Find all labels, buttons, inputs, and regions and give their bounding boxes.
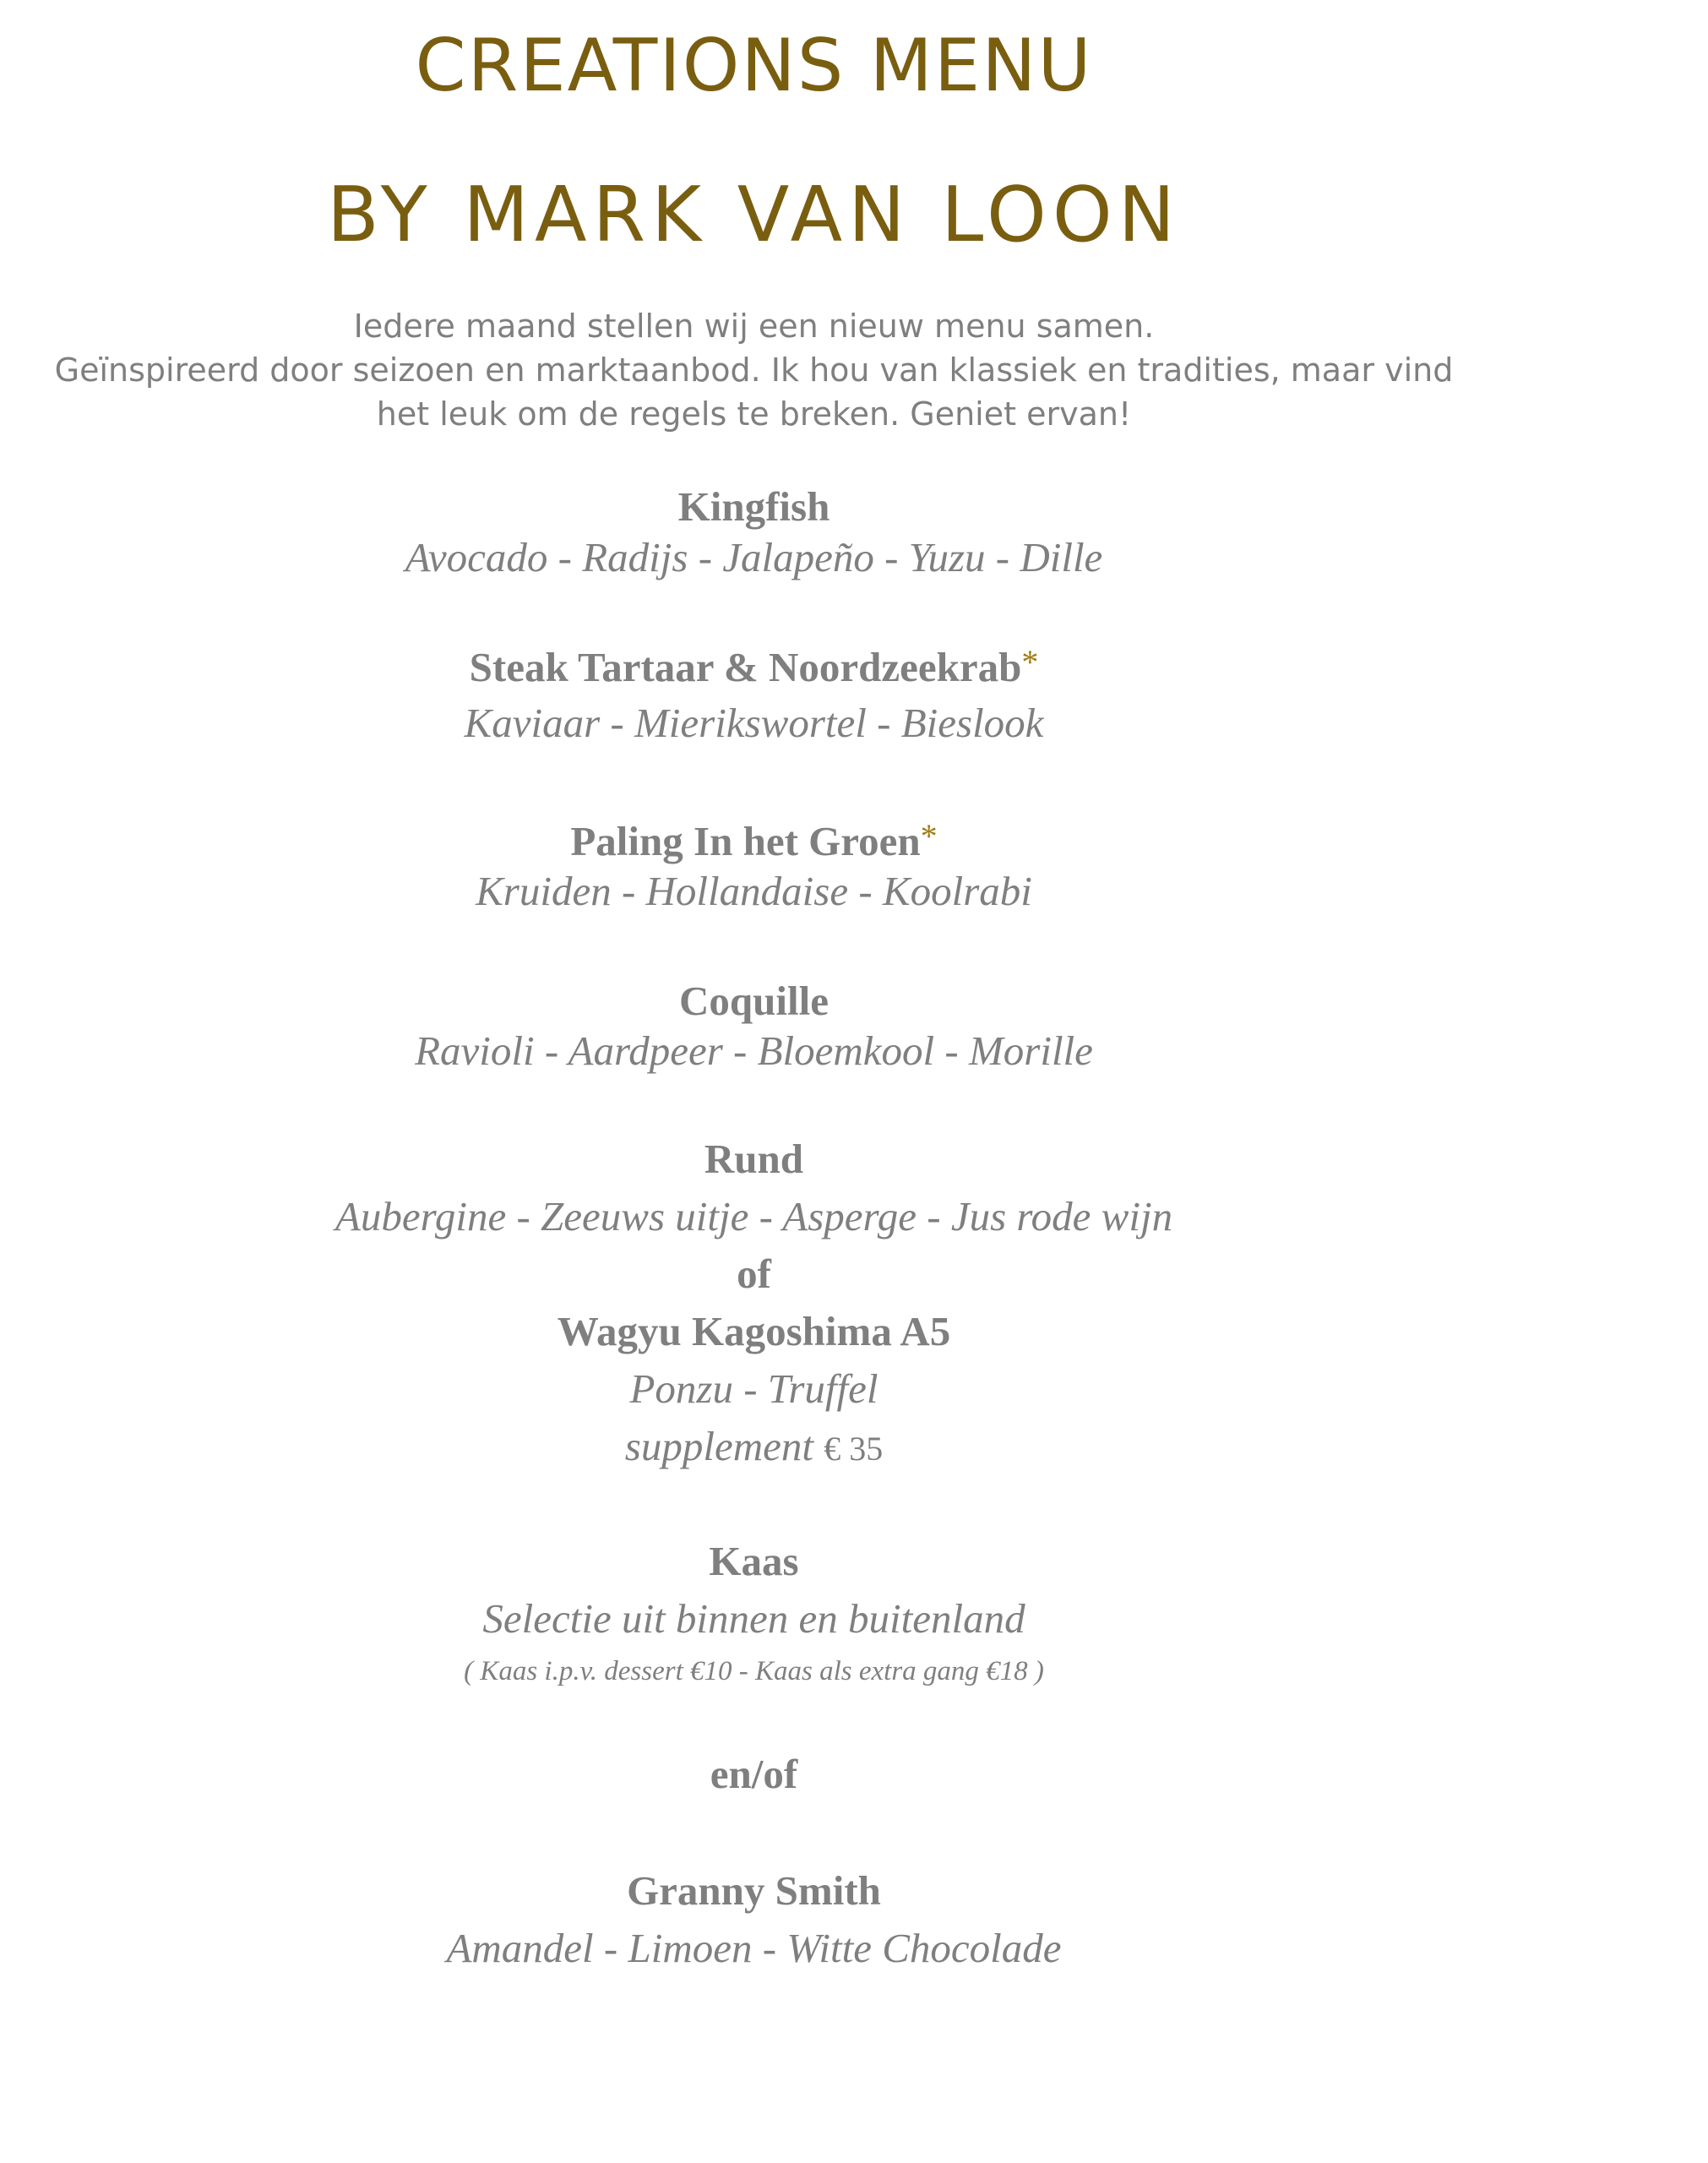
- course-kaas-desc: Selectie uit binnen en buitenland: [482, 1595, 1025, 1642]
- course-granny-smith-desc: Amandel - Limoen - Witte Chocolade: [446, 1925, 1062, 1971]
- asterisk-mark: *: [920, 817, 938, 855]
- course-paling-title: Paling In het Groen: [570, 818, 921, 864]
- course-rund-name: Rund: [704, 1136, 804, 1182]
- course-tartaar-desc: Kaviaar - Mierikswortel - Bieslook: [464, 700, 1044, 746]
- course-coquille-name: Coquille: [679, 978, 829, 1024]
- course-coquille-desc: Ravioli - Aardpeer - Bloemkool - Morille: [415, 1027, 1093, 1074]
- course-granny-smith-name: Granny Smith: [627, 1867, 881, 1914]
- course-tartaar-name: [0, 642, 1508, 693]
- course-kaas-note: ( Kaas i.p.v. dessert €10 - Kaas als extra gang €18 ): [464, 1656, 1044, 1686]
- course-rund-desc: Aubergine - Zeeuws uitje - Asperge - Jus rode wijn: [335, 1193, 1173, 1240]
- course-kingfish-name: Kingfish: [677, 483, 830, 530]
- supplement-price: € 35: [824, 1430, 884, 1468]
- menu-subtitle: BY MARK VAN LOON: [326, 171, 1182, 259]
- course-rund-or: of: [737, 1250, 771, 1297]
- menu-title: CREATIONS MENU: [415, 24, 1093, 108]
- course-wagyu-desc: Ponzu - Truffel: [629, 1365, 878, 1412]
- course-paling-name: [0, 816, 1508, 867]
- course-tartaar-title: Steak Tartaar & Noordzeekrab: [469, 644, 1022, 690]
- intro-line-2: Geïnspireerd door seizoen en marktaanbod. Ik hou van klassiek en tradities, maar vind: [54, 351, 1454, 389]
- course-paling-desc: Kruiden - Hollandaise - Koolrabi: [476, 868, 1032, 914]
- intro-line-3: het leuk om de regels te breken. Geniet ervan!: [376, 395, 1132, 433]
- course-kingfish-desc: Avocado - Radijs - Jalapeño - Yuzu - Dille: [405, 534, 1103, 580]
- supplement-label: supplement: [624, 1423, 813, 1469]
- intro-line-1: Iedere maand stellen wij een nieuw menu samen.: [353, 308, 1155, 345]
- course-separator: en/of: [710, 1751, 798, 1797]
- course-wagyu-name: Wagyu Kagoshima A5: [557, 1308, 951, 1354]
- course-kaas-name: Kaas: [709, 1538, 799, 1584]
- course-wagyu-supplement: [0, 1421, 1508, 1474]
- asterisk-mark: *: [1021, 643, 1039, 681]
